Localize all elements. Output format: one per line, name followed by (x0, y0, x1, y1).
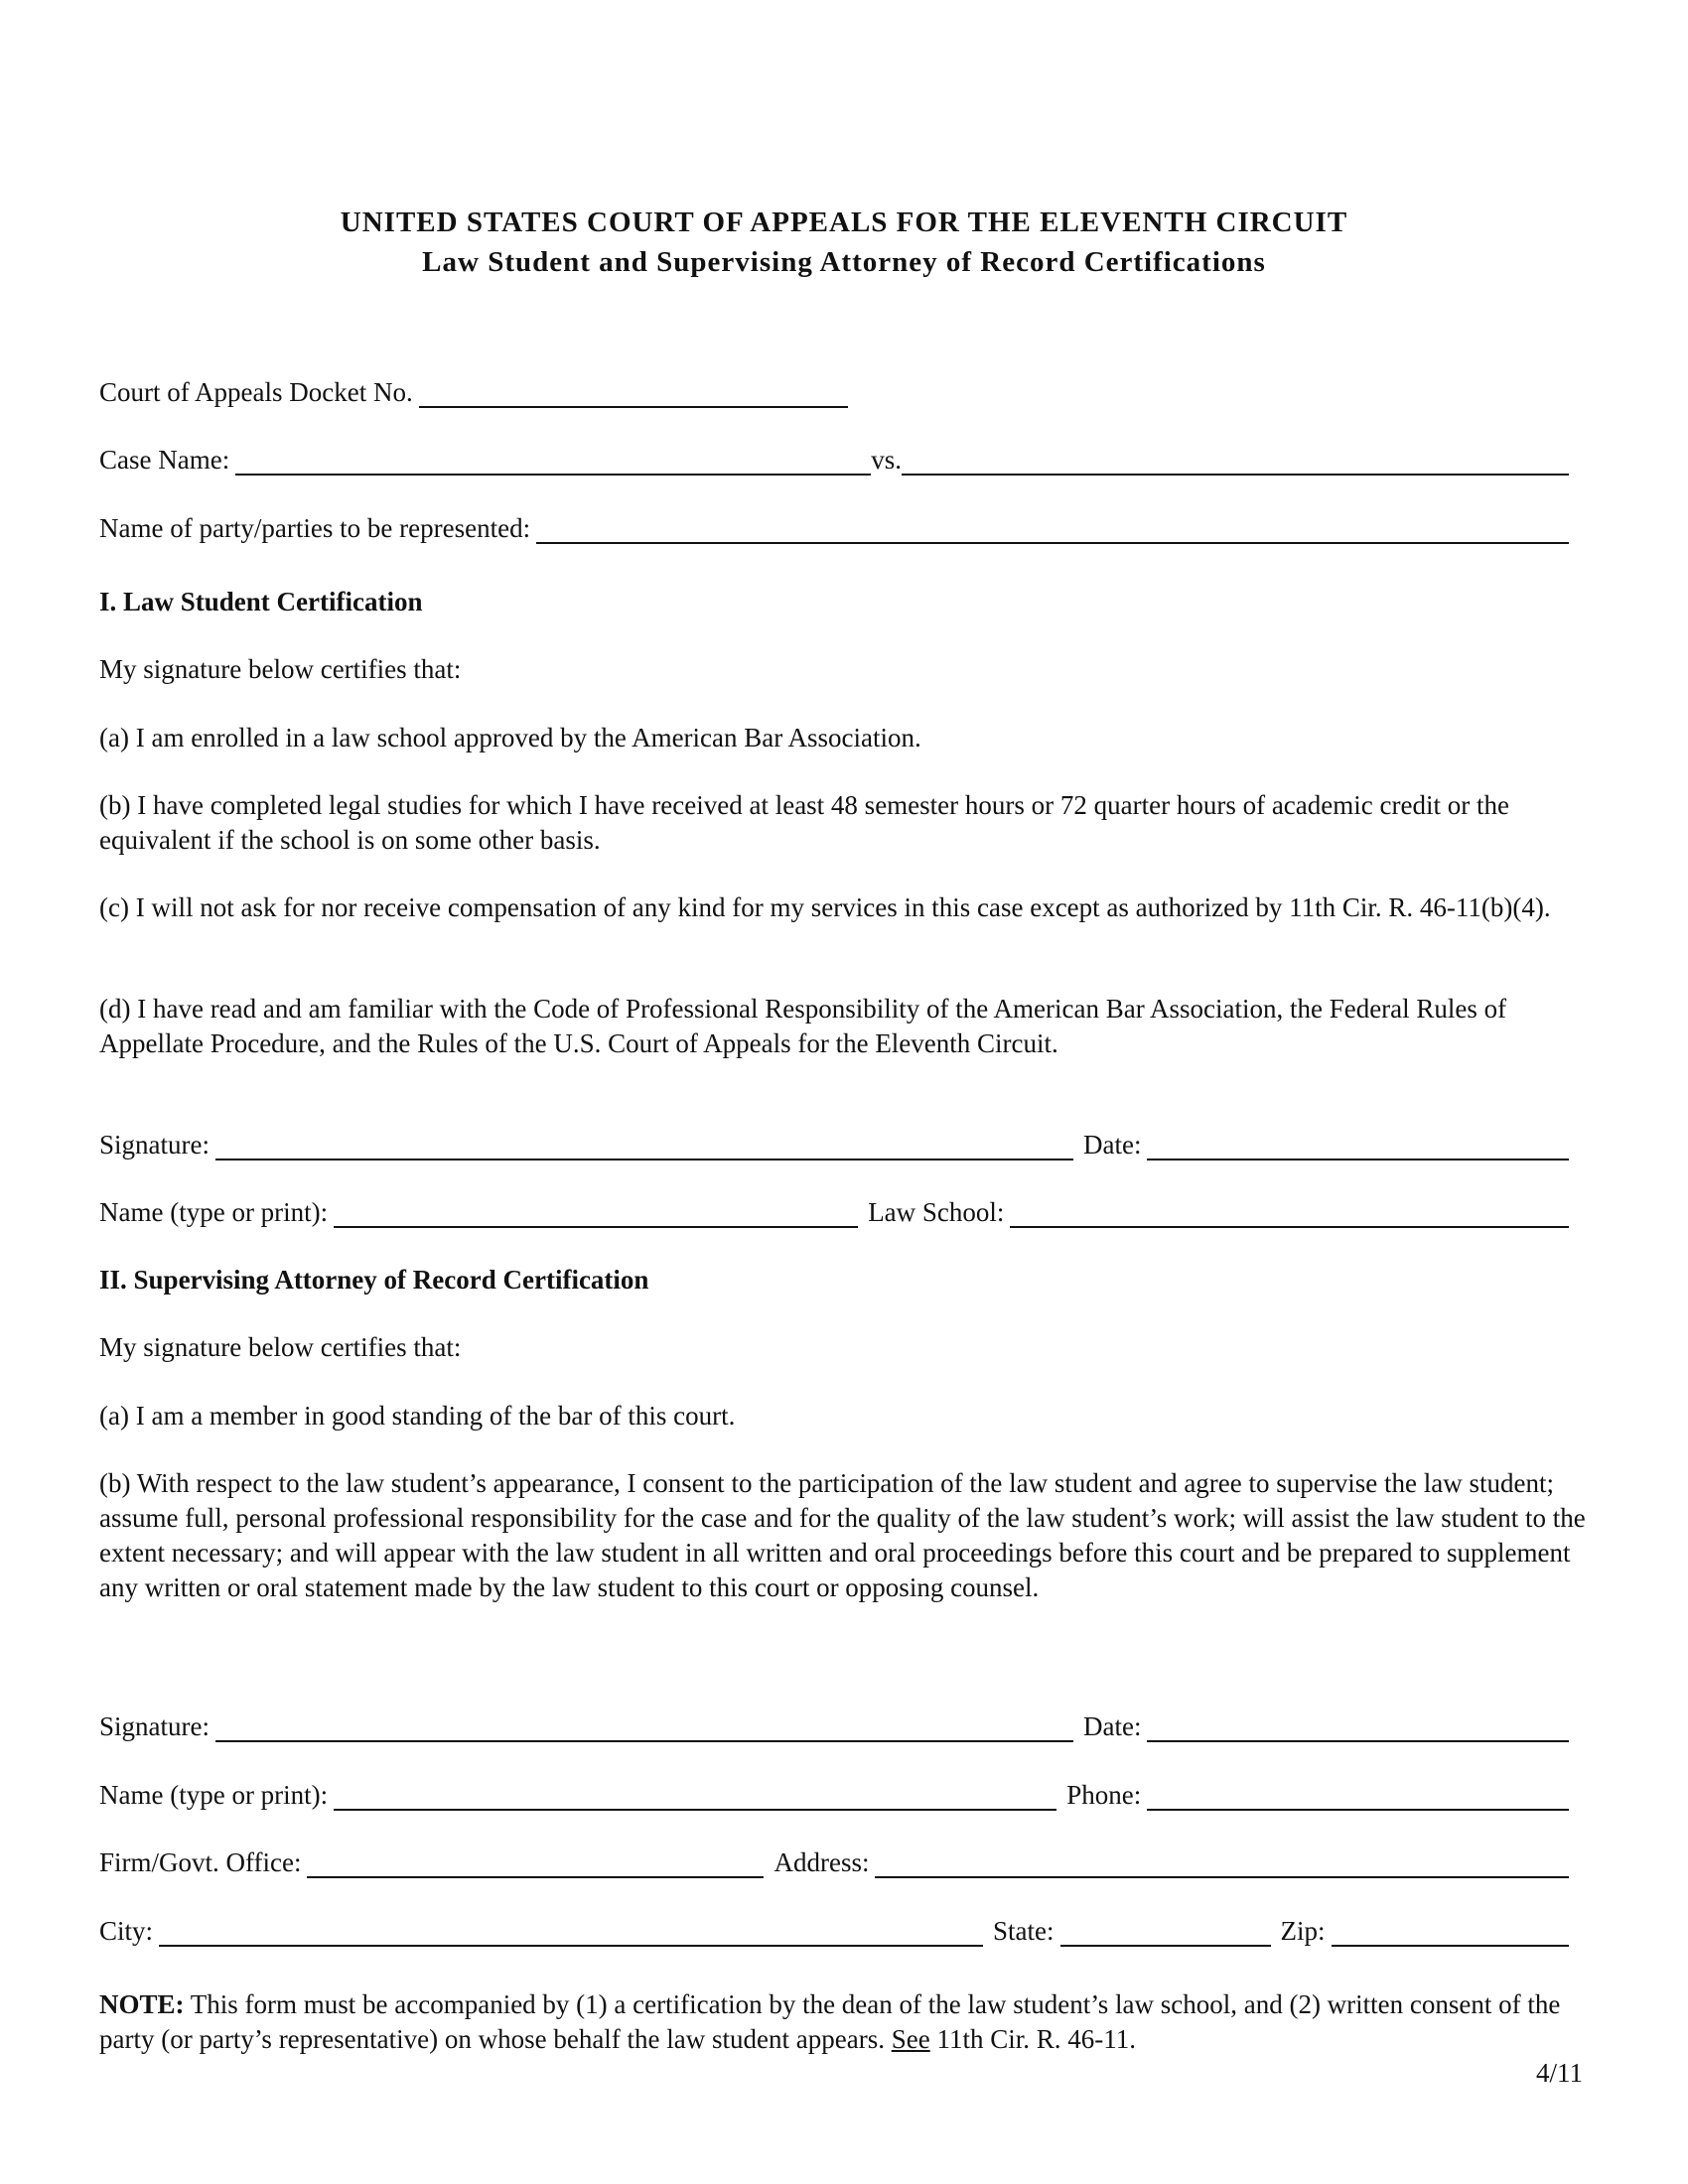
zip-label: Zip: (1280, 1916, 1326, 1946)
address-label: Address: (774, 1847, 870, 1877)
city-field[interactable] (159, 1915, 983, 1947)
law-school-label: Law School: (868, 1197, 1005, 1227)
law-school-field[interactable] (1010, 1196, 1569, 1228)
firm-row (99, 1841, 1569, 1880)
student-date-field[interactable] (1147, 1129, 1569, 1160)
student-signature-row (99, 1123, 1569, 1162)
form-title: Law Student and Supervising Attorney of Record Certifications (422, 246, 1266, 278)
section1-intro: My signature below certifies that: (99, 654, 462, 684)
attorney-date-field[interactable] (1147, 1710, 1569, 1742)
city-row (99, 1909, 1569, 1949)
section2-heading: II. Supervising Attorney of Record Certification (99, 1265, 649, 1295)
student-signature-label: Signature: (99, 1130, 210, 1160)
attorney-signature-label: Signature: (99, 1711, 210, 1741)
section2-item-a: (a) I am a member in good standing of the bar of this court. (99, 1401, 736, 1431)
docket-label: Court of Appeals Docket No. (99, 377, 413, 407)
student-date-label: Date: (1082, 1130, 1142, 1160)
address-field[interactable] (875, 1846, 1569, 1878)
attorney-date-label: Date: (1082, 1711, 1142, 1741)
case-name-appellee-field[interactable] (902, 444, 1569, 476)
firm-field[interactable] (307, 1846, 764, 1878)
state-field[interactable] (1060, 1915, 1271, 1947)
party-label: Name of party/parties to be represented: (99, 513, 531, 543)
section1-heading: I. Law Student Certification (99, 587, 423, 616)
docket-number-field[interactable] (419, 376, 848, 408)
section1-item-a: (a) I am enrolled in a law school approved by the American Bar Association. (99, 723, 921, 752)
attorney-name-row (99, 1773, 1569, 1813)
vs-label: vs. (871, 445, 902, 475)
section1-item-c: (c) I will not ask for nor receive compensation of any kind for my services in this case except as authorized by 11th Cir. R. 46-11(b)(4). (99, 892, 1551, 922)
attorney-name-field[interactable] (334, 1779, 1056, 1811)
student-name-field[interactable] (334, 1196, 858, 1228)
section1-item-b: (b) I have completed legal studies for which I have received at least 48 semester hours or 72 quarter hours of academic credit or the equivalent if the school is on some other basis. (99, 790, 1509, 855)
form-page (99, 0, 1589, 2184)
note-rule: 11th Cir. R. 46-11. (929, 2024, 1136, 2054)
student-name-row (99, 1190, 1569, 1230)
phone-field[interactable] (1147, 1779, 1569, 1811)
court-name-heading: UNITED STATES COURT OF APPEALS FOR THE ELEVENTH CIRCUIT (340, 206, 1348, 238)
attorney-signature-field[interactable] (215, 1710, 1073, 1742)
state-label: State: (993, 1916, 1055, 1946)
form-version: 4/11 (1536, 2058, 1583, 2088)
case-name-label: Case Name: (99, 445, 230, 475)
zip-field[interactable] (1332, 1915, 1569, 1947)
firm-label: Firm/Govt. Office: (99, 1847, 302, 1877)
note-text: This form must be accompanied by (1) a certification by the dean of the law student’s law school, and (2) written consent of the party (or party’s representative) on whose behalf the law student appears. (99, 1989, 1561, 2054)
city-label: City: (99, 1916, 154, 1946)
section2-item-b: (b) With respect to the law student’s appearance, I consent to the participation of the law student and agree to supervise the law student; assume full, personal professional responsibility for the case and for the quality of the law student’s work; will assist the law student to the extent necessary; and will appear with the law student in all written and oral proceedings before this court and be prepared to supplement any written or oral statement made by the law student to this court or opposing counsel. (99, 1468, 1586, 1602)
section1-item-d: (d) I have read and am familiar with the Code of Professional Responsibility of the American Bar Association, the Federal Rules of Appellate Procedure, and the Rules of the U.S. Court of Appeals for the Eleventh Circuit. (99, 994, 1507, 1058)
party-row (99, 506, 1569, 546)
student-signature-field[interactable] (215, 1129, 1073, 1160)
form-note (99, 1987, 1589, 2057)
student-name-label: Name (type or print): (99, 1197, 329, 1227)
note-label: NOTE: (99, 1989, 185, 2019)
attorney-signature-row (99, 1705, 1569, 1744)
section2-intro: My signature below certifies that: (99, 1332, 462, 1362)
phone-label: Phone: (1066, 1780, 1142, 1810)
party-name-field[interactable] (536, 512, 1569, 544)
attorney-name-label: Name (type or print): (99, 1780, 329, 1810)
case-name-row (99, 438, 1569, 478)
docket-row (99, 370, 1569, 410)
note-see: See (891, 2024, 930, 2054)
case-name-appellant-field[interactable] (235, 444, 871, 476)
